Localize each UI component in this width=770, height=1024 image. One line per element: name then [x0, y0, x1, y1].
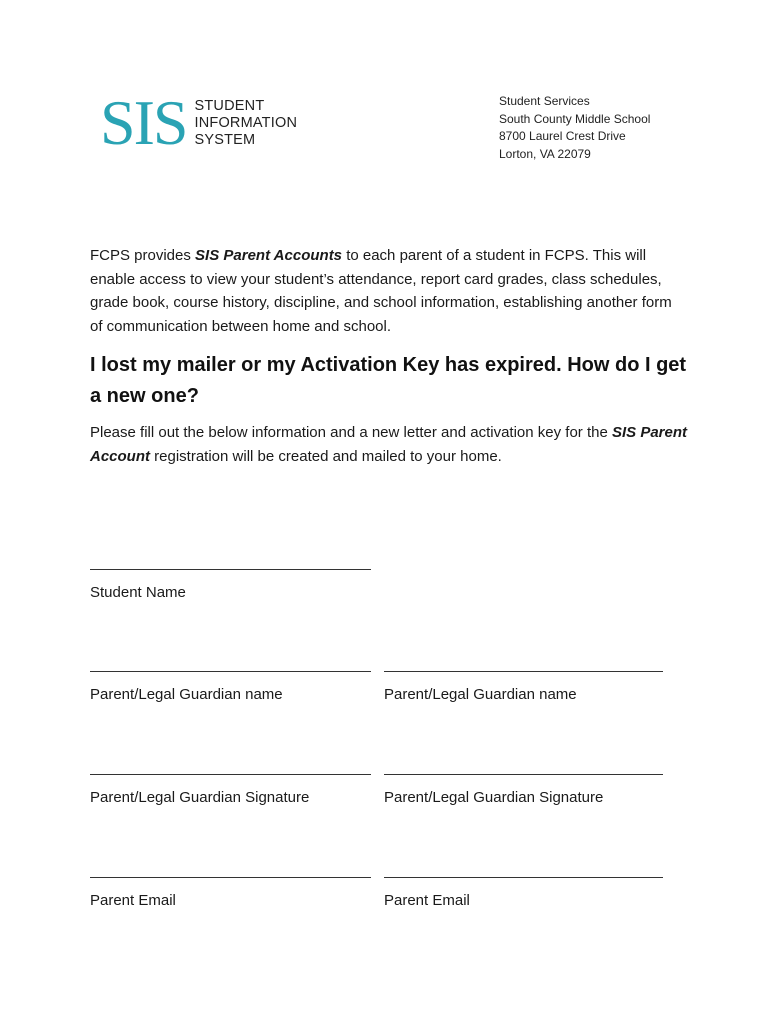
parent-email-label-2: Parent Email — [384, 892, 470, 909]
guardian-name-label-1: Parent/Legal Guardian name — [90, 686, 283, 703]
logo-word-information: INFORMATION — [194, 114, 298, 131]
guardian-name-label-2: Parent/Legal Guardian name — [384, 686, 577, 703]
instruction-text-end: registration will be created and mailed to your home. — [150, 447, 502, 465]
parent-email-label-1: Parent Email — [90, 892, 176, 909]
guardian-signature-field-1 — [90, 758, 371, 806]
instruction-text-start: Please fill out the below information and a new letter and activation key for the — [90, 424, 612, 441]
page-heading: I lost my mailer or my Activation Key has expired. How do I get a new one? — [90, 354, 687, 407]
intro-emphasis: SIS Parent Accounts — [195, 247, 343, 264]
student-name-line[interactable] — [90, 553, 371, 570]
address-school: South County Middle School — [499, 111, 651, 126]
parent-email-line-1[interactable] — [90, 861, 371, 878]
sis-logo-wordmark — [195, 98, 298, 149]
guardian-name-line-1[interactable] — [90, 655, 371, 672]
instruction-paragraph — [90, 421, 690, 468]
guardian-name-field-1 — [90, 655, 371, 703]
address-department: Student Services — [499, 94, 590, 108]
guardian-signature-label-2: Parent/Legal Guardian Signature — [384, 789, 604, 806]
guardian-name-field-2 — [384, 655, 663, 703]
intro-paragraph — [90, 244, 680, 338]
school-address — [499, 93, 650, 163]
sis-logo — [100, 87, 298, 158]
guardian-signature-line-2[interactable] — [384, 758, 663, 775]
logo-word-student: STUDENT — [194, 97, 265, 114]
address-city: Lorton, VA 22079 — [499, 146, 591, 161]
parent-email-line-2[interactable] — [384, 861, 663, 878]
parent-email-field-1 — [90, 861, 371, 909]
guardian-name-line-2[interactable] — [384, 655, 663, 672]
intro-text-end: to each parent of a student in FCPS. This will enable access to view your student’s attendance, report card grades, class schedules, grade book, course history, discipline, and school information, establishing another form of communication between home and school. — [90, 247, 672, 335]
student-name-label: Student Name — [90, 584, 186, 601]
guardian-signature-label-1: Parent/Legal Guardian Signature — [90, 789, 310, 806]
student-name-field — [90, 553, 371, 601]
address-street: 8700 Laurel Crest Drive — [499, 129, 626, 143]
parent-email-field-2 — [384, 861, 663, 909]
guardian-signature-field-2 — [384, 758, 663, 806]
sis-logo-mark: SIS — [100, 87, 187, 158]
guardian-signature-line-1[interactable] — [90, 758, 371, 775]
instruction-emphasis: SIS Parent Account — [90, 424, 687, 465]
intro-text-start: FCPS provides — [90, 247, 196, 264]
logo-word-system: SYSTEM — [194, 131, 256, 148]
